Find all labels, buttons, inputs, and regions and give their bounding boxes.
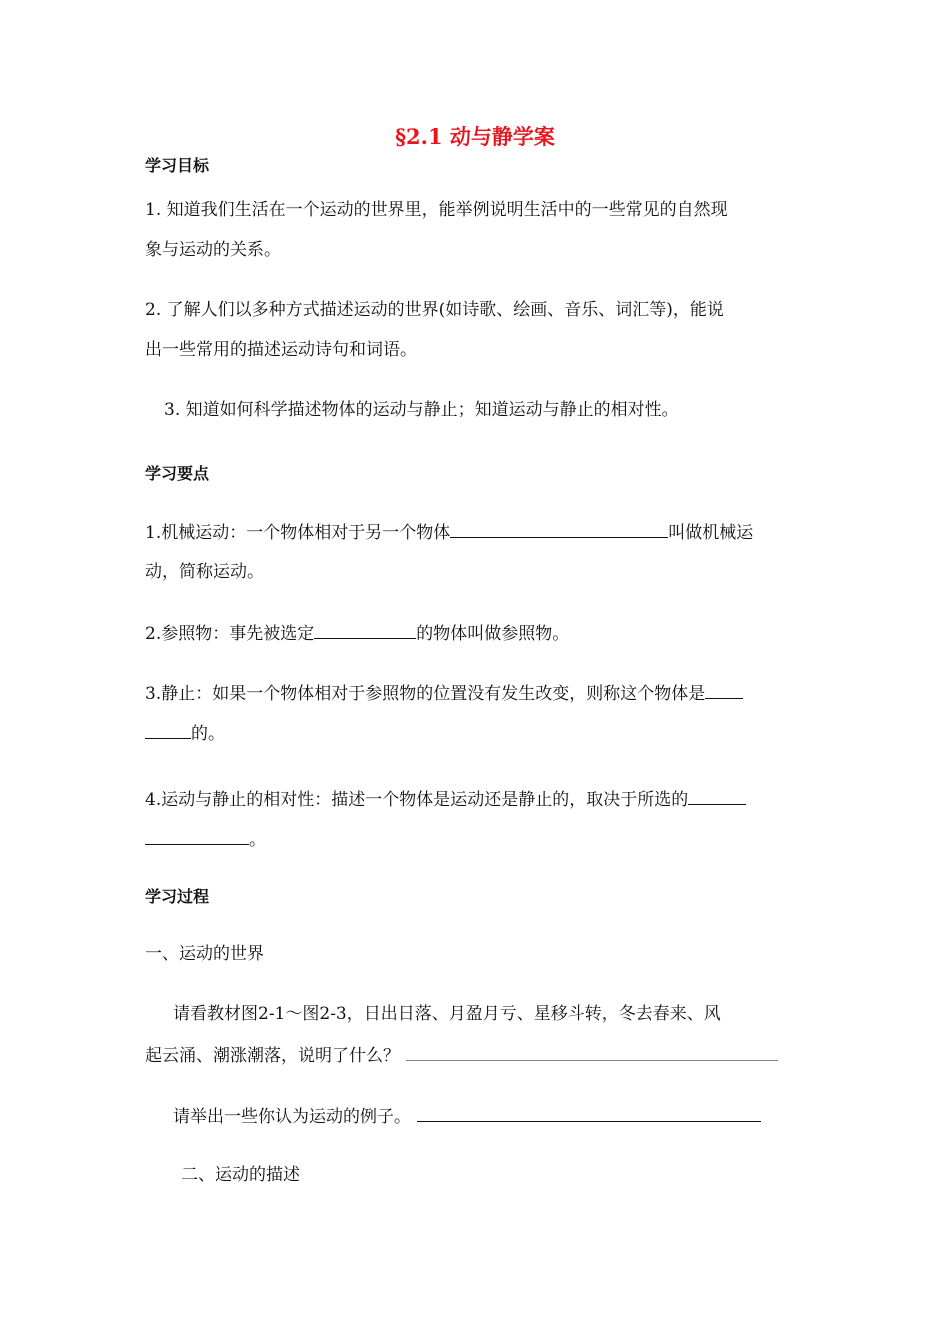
point-1-text-after: 叫做机械运 bbox=[668, 523, 754, 543]
part-1-title: 一、运动的世界 bbox=[145, 944, 264, 964]
question-1-line-2 bbox=[145, 1042, 778, 1068]
question-1-answer-blank[interactable] bbox=[406, 1042, 778, 1061]
question-2-text: 请举出一些你认为运动的例子。 bbox=[173, 1107, 411, 1127]
point-3-text-before: 3.静止：如果一个物体相对于参照物的位置没有发生改变，则称这个物体是 bbox=[145, 684, 706, 704]
point-3-line-1 bbox=[145, 680, 743, 706]
point-1-line-2: 动，简称运动。 bbox=[145, 562, 264, 582]
point-3-line-2 bbox=[145, 720, 225, 746]
question-2 bbox=[173, 1103, 761, 1129]
point-4-line-1 bbox=[145, 786, 746, 812]
point-4-text-after: 。 bbox=[249, 830, 266, 850]
point-3-blank-part-2[interactable] bbox=[145, 720, 191, 739]
point-4-text-before: 4.运动与静止的相对性：描述一个物体是运动还是静止的，取决于所选的 bbox=[145, 790, 689, 810]
goal-item-1-line-1: 1. 知道我们生活在一个运动的世界里，能举例说明生活中的一些常见的自然现 bbox=[145, 200, 728, 220]
point-2 bbox=[145, 620, 569, 646]
goal-item-1-line-2: 象与运动的关系。 bbox=[145, 240, 281, 260]
goal-item-3: 3. 知道如何科学描述物体的运动与静止；知道运动与静止的相对性。 bbox=[164, 400, 679, 420]
point-1-text-before: 1.机械运动：一个物体相对于另一个物体 bbox=[145, 523, 451, 543]
question-2-answer-blank[interactable] bbox=[417, 1103, 761, 1122]
points-heading: 学习要点 bbox=[145, 464, 210, 483]
part-2-title: 二、运动的描述 bbox=[181, 1165, 300, 1185]
process-heading: 学习过程 bbox=[145, 887, 210, 906]
point-3-text-after: 的。 bbox=[191, 724, 225, 744]
point-4-line-2 bbox=[145, 826, 266, 852]
point-2-text-after: 的物体叫做参照物。 bbox=[416, 624, 570, 644]
point-2-blank[interactable] bbox=[314, 620, 416, 639]
question-1-text: 起云涌、潮涨潮落，说明了什么？ bbox=[145, 1046, 400, 1066]
point-1-line-1 bbox=[145, 519, 753, 545]
point-1-blank[interactable] bbox=[450, 519, 668, 538]
page-title: §2.1 动与静学案 bbox=[395, 124, 555, 149]
goals-heading: 学习目标 bbox=[145, 156, 210, 175]
goal-item-2-line-1: 2. 了解人们以多种方式描述运动的世界(如诗歌、绘画、音乐、词汇等)，能说 bbox=[145, 300, 724, 320]
point-4-blank-part-1[interactable] bbox=[688, 786, 746, 805]
question-1-line-1: 请看教材图2-1～图2-3，日出日落、月盈月亏、星移斗转，冬去春来、风 bbox=[173, 1004, 721, 1024]
point-4-blank-part-2[interactable] bbox=[145, 826, 249, 845]
goal-item-2-line-2: 出一些常用的描述运动诗句和词语。 bbox=[145, 340, 417, 360]
point-3-blank-part-1[interactable] bbox=[705, 680, 743, 699]
point-2-text-before: 2.参照物：事先被选定 bbox=[145, 624, 315, 644]
